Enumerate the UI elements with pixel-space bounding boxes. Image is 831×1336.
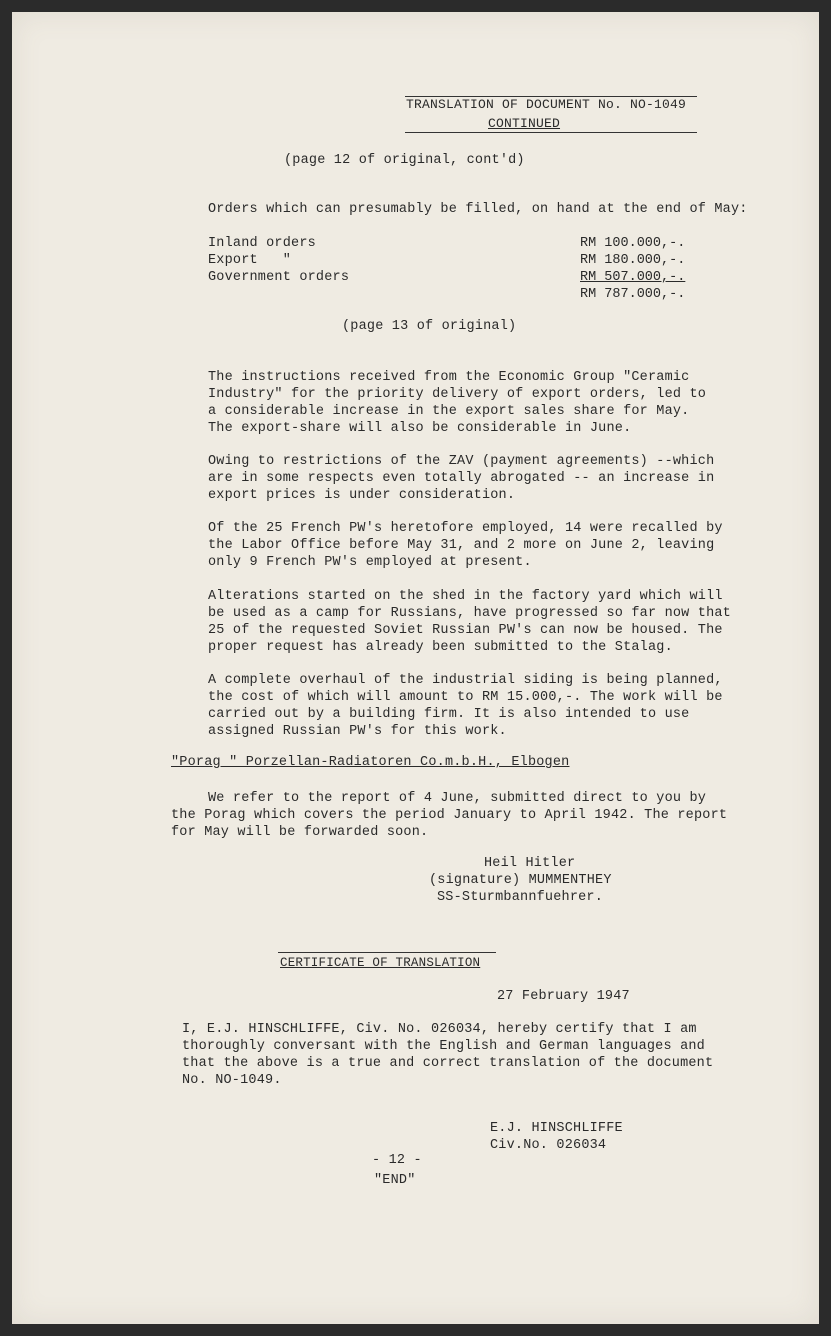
paragraph-1-line-3: a considerable increase in the export sales share for May. [208, 404, 690, 419]
certificate-line-3: that the above is a true and correct translation of the document [182, 1056, 714, 1071]
paragraph-5-line-2: the cost of which will amount to RM 15.000,-. The work will be [208, 690, 723, 705]
paragraph-3-line-1: Of the 25 French PW's heretofore employed, 14 were recalled by [208, 521, 723, 536]
paragraph-3-line-3: only 9 French PW's employed at present. [208, 555, 532, 570]
certificate-top-rule [278, 952, 496, 953]
porag-heading: "Porag " Porzellan-Radiatoren Co.m.b.H., Elbogen [171, 755, 570, 770]
page-number: - 12 - [372, 1153, 422, 1168]
porag-line-3: for May will be forwarded soon. [171, 825, 429, 840]
signer-name: E.J. HINSCHLIFFE [490, 1121, 623, 1136]
paragraph-4-line-3: 25 of the requested Soviet Russian PW's can now be housed. The [208, 623, 723, 638]
document-subtitle: CONTINUED [488, 116, 561, 131]
end-marker: "END" [374, 1173, 416, 1188]
order-label-export: Export " [208, 253, 292, 268]
paragraph-5-line-4: assigned Russian PW's for this work. [208, 724, 507, 739]
certificate-line-4: No. NO-1049. [182, 1073, 282, 1088]
paragraph-5-line-1: A complete overhaul of the industrial siding is being planned, [208, 673, 723, 688]
page-note-12: (page 12 of original, cont'd) [284, 153, 525, 168]
document-page [12, 12, 819, 1324]
order-amount-government: RM 507.000,-. [580, 270, 686, 285]
signature-rank: SS-Sturmbannfuehrer. [437, 890, 604, 905]
order-amount-total: RM 787.000,-. [580, 287, 686, 302]
porag-line-2: the Porag which covers the period January to April 1942. The report [171, 808, 728, 823]
paragraph-1-line-4: The export-share will also be considerable in June. [208, 421, 632, 436]
signature-greeting: Heil Hitler [484, 856, 576, 871]
certificate-line-2: thoroughly conversant with the English and German languages and [182, 1039, 705, 1054]
paragraph-2-line-1: Owing to restrictions of the ZAV (payment agreements) --which [208, 454, 715, 469]
paragraph-1-line-2: Industry" for the priority delivery of export orders, led to [208, 387, 707, 402]
header-bottom-rule [405, 132, 697, 133]
orders-intro: Orders which can presumably be filled, on hand at the end of May: [208, 202, 748, 217]
document-title: TRANSLATION OF DOCUMENT No. NO-1049 [406, 97, 687, 112]
order-label-government: Government orders [208, 270, 350, 285]
paragraph-2-line-3: export prices is under consideration. [208, 488, 516, 503]
paragraph-4-line-1: Alterations started on the shed in the factory yard which will [208, 589, 723, 604]
page-note-13: (page 13 of original) [342, 319, 517, 334]
certificate-date: 27 February 1947 [497, 989, 630, 1004]
paragraph-4-line-4: proper request has already been submitted to the Stalag. [208, 640, 673, 655]
order-label-inland: Inland orders [208, 236, 316, 251]
paragraph-5-line-3: carried out by a building firm. It is also intended to use [208, 707, 690, 722]
order-amount-export: RM 180.000,-. [580, 253, 686, 268]
paragraph-2-line-2: are in some respects even totally abrogated -- an increase in [208, 471, 715, 486]
paragraph-3-line-2: the Labor Office before May 31, and 2 more on June 2, leaving [208, 538, 715, 553]
order-amount-inland: RM 100.000,-. [580, 236, 686, 251]
certificate-line-1: I, E.J. HINSCHLIFFE, Civ. No. 026034, hereby certify that I am [182, 1022, 697, 1037]
signature-name: (signature) MUMMENTHEY [429, 873, 612, 888]
porag-line-1: We refer to the report of 4 June, submitted direct to you by [208, 791, 707, 806]
signer-civ-number: Civ.No. 026034 [490, 1138, 607, 1153]
paragraph-1-line-1: The instructions received from the Economic Group "Ceramic [208, 370, 690, 385]
paragraph-4-line-2: be used as a camp for Russians, have progressed so far now that [208, 606, 731, 621]
certificate-title: CERTIFICATE OF TRANSLATION [280, 956, 481, 970]
